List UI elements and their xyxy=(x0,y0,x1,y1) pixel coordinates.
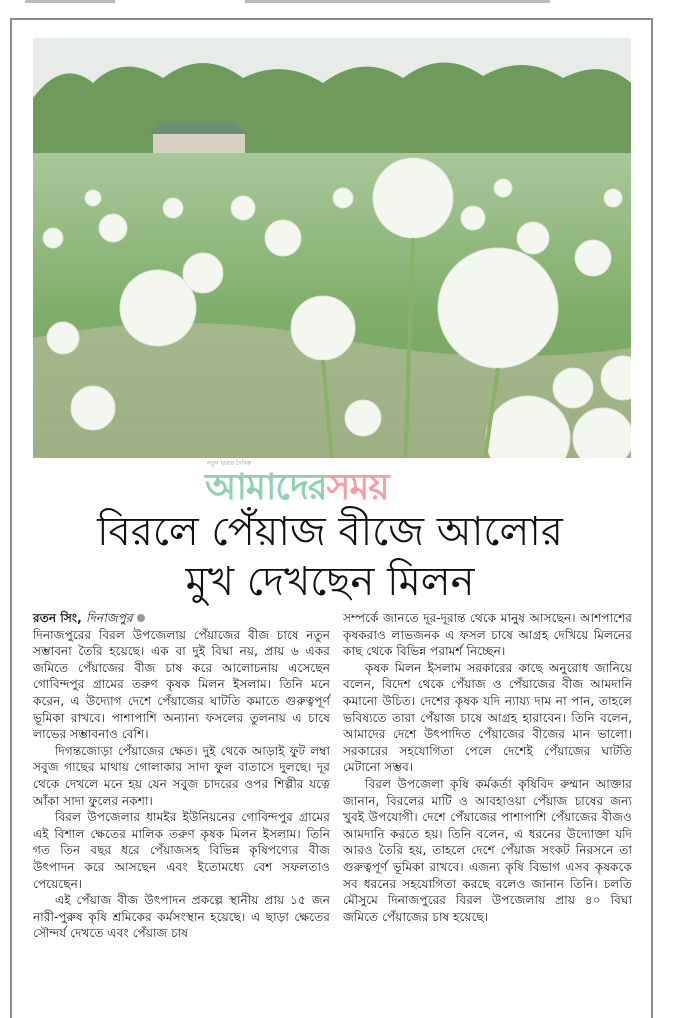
paragraph: দিনাজপুরের বিরল উপজেলায় পেঁয়াজের বীজ চাষে নতুন সম্ভাবনা তৈরি হয়েছে। এক বা দুই বিঘা নয়, প্রায় ৬ একর জমিতে পেঁয়াজের বীজ চাষ করে আলোচনায় এসেছেন গোবিন্দপুর গ্রামের তরুণ কৃষক মিলন ইসলাম। তিনি মনে করেন, এ উদ্যোগ দেশে পেঁয়াজের ঘাটতি কমাতে গুরুত্বপূর্ণ ভূমিকা রাখবে। পাশাপাশি অন্যান্য ফসলের তুলনায় এ চাষে লাভের সম্ভাবনাও বেশি। xyxy=(33,627,330,742)
paragraph: কৃষক মিলন ইসলাম সরকারের কাছে অনুরোধ জানিয়ে বলেন, বিদেশ থেকে পেঁয়াজ ও পেঁয়াজের বীজ আমদানি কমানো উচিত। দেশের কৃষক যদি ন্যায্য দাম না পান, তাহলে ভবিষ্যতে তারা পেঁয়াজ চাষে আগ্রহ হারাবেন। তিনি বলেন, আমাদের দেশে উৎপাদিত পেঁয়াজের বীজের মান ভালো। সরকারের সহযোগিতা পেলে দেশেই পেঁয়াজের ঘাটতি মেটানো সম্ভব। xyxy=(343,660,632,775)
paragraph: বিরল উপজেলা কৃষি কর্মকর্তা কৃষিবিদ রুম্মান আক্তার জানান, বিরলের মাটি ও আবহাওয়া পেঁয়াজ চাষের জন্য খুবই উপযোগী। দেশে পেঁয়াজের পাশাপাশি পেঁয়াজের বীজও আমদানি করতে হয়। তিনি বলেন, এ ধরনের উদ্যোক্তা যদি আরও তৈরি হয়, তাহলে দেশে পেঁয়াজ সংকট নিরসনে তা গুরুত্বপূর্ণ ভূমিকা রাখবে। এজন্য কৃষি বিভাগ এসব কৃষককে সব ধরনের সহযোগিতা করছে বলেও জানান তিনি। চলতি মৌসুমে দিনাজপুরের বিরল উপজেলায় প্রায় ৪০ বিঘা জমিতে পেঁয়াজের চাষ হয়েছে। xyxy=(343,776,632,924)
article-headline xyxy=(20,507,640,607)
byline-location: দিনাজপুর xyxy=(86,611,133,625)
paragraph: দিগন্তজোড়া পেঁয়াজের ক্ষেত। দুই থেকে আড়াই ফুট লম্বা সবুজ গাছের মাথায় গোলাকার সাদা ফুল বাতাসে দুলছে। দূর থেকে দেখলে মনে হয় যেন সবুজ চাদরের ওপর শিল্পীর যত্নে আঁকা সাদা ফুলের নকশা। xyxy=(33,743,330,808)
headline-line-2: মুখ দেখছেন মিলন xyxy=(185,559,475,605)
onion-field-photo xyxy=(33,38,631,458)
paragraph: বিরল উপজেলার ধামইর ইউনিয়নের গোবিন্দপুর গ্রামের এই বিশাল ক্ষেতের মালিক তরুণ কৃষক মিলন ইসলাম। তিনি গত তিন বছর ধরে পেঁয়াজসহ বিভিন্ন কৃষিপণ্যের বীজ উৎপাদন করে আসছেন এবং ইতোমধ্যে বেশ সফলতাও পেয়েছেন। xyxy=(33,810,330,891)
article-column-right xyxy=(343,610,632,925)
article-column-left xyxy=(33,610,330,942)
paragraph: সম্পর্কে জানতে দূর-দূরান্ত থেকে মানুষ আসছেন। আশপাশের কৃষকরাও লাভজনক এ ফসল চাষে আগ্রহ দেখিয়ে মিলনের কাছ থেকে বিভিন্ন পরামর্শ নিচ্ছেন। xyxy=(343,611,632,659)
byline-author: রতন সিং, xyxy=(33,611,82,625)
logo-name: আমাদেরসময় xyxy=(205,467,389,508)
headline-line-1: বিরলে পেঁয়াজ বীজে আলোর xyxy=(97,509,563,555)
page-header-strip xyxy=(0,0,675,10)
newspaper-logo-watermark xyxy=(205,460,475,506)
bullet-dot-icon xyxy=(137,614,145,622)
photo-illustration xyxy=(33,38,631,458)
byline xyxy=(33,610,330,627)
paragraph: এই পেঁয়াজ বীজ উৎপাদন প্রকল্পে স্থানীয় প্রায় ১৫ জন নারী-পুরুষ কৃষি শ্রমিকের কর্মসংস্থান হয়েছে। এ ছাড়া ক্ষেতের সৌন্দর্য দেখতে এবং পেঁয়াজ চাষ xyxy=(33,893,330,941)
logo-tagline: নতুন ধারার দৈনিক xyxy=(207,460,251,467)
